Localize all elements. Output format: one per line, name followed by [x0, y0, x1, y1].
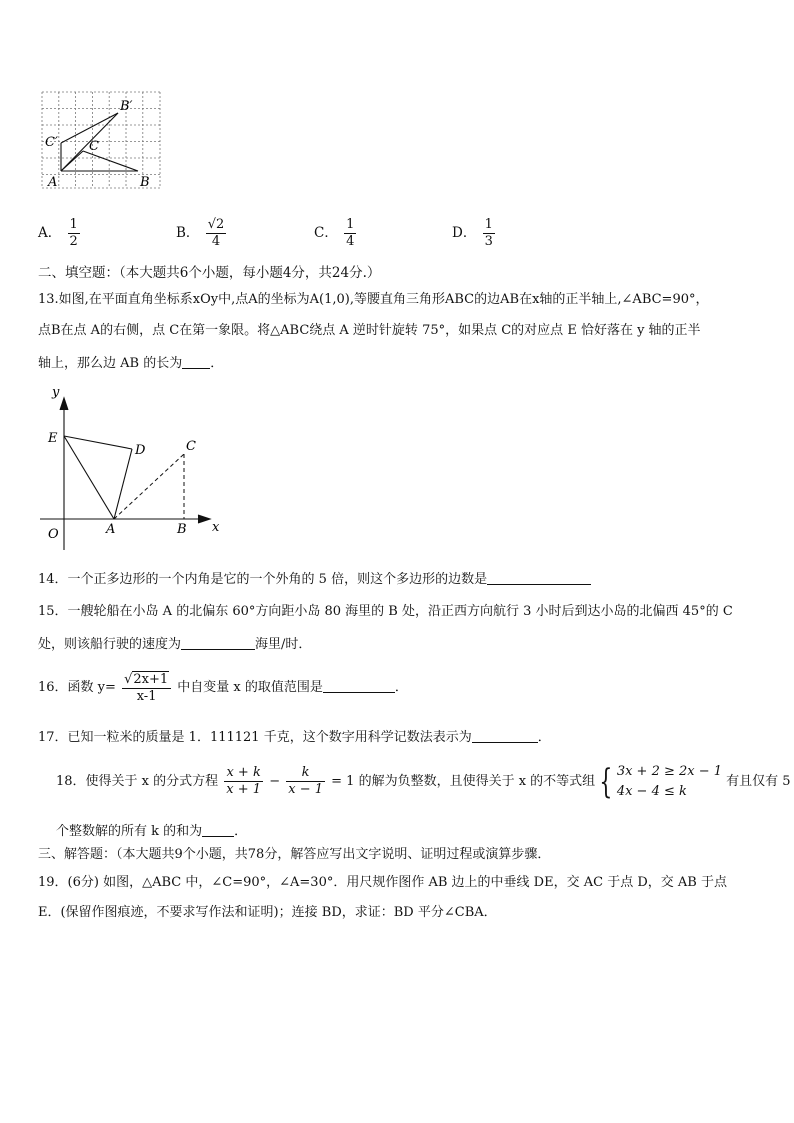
q14: 14．一个正多边形的一个内角是它的一个外角的 5 倍，则这个多边形的边数是	[38, 570, 591, 589]
q12-option-a: A． $\frac{1}{2}$	[38, 217, 78, 249]
q13-line3: 轴上，那么边 AB 的长为 ．	[38, 356, 224, 371]
q18-line1: 18．使得关于 x 的分式方程 $\frac{x + k}{x + 1}$ − $\frac{k}{x - 1}$ = 1 的解为负整数，且使得关于 x 的不等式组 { 3x + 2 ≥ 2x − 1 4x − 4 ≤ k 有且仅有 5	[56, 761, 791, 802]
q13-coordinate-figure	[38, 380, 238, 550]
label-c: C	[89, 139, 99, 154]
q16: 16．函数 y= $\frac{√2x+1}{x-1}$ 中自变量 x 的取值范围是 ．	[38, 671, 408, 704]
label-b-prime: B′	[120, 99, 133, 114]
section3-title: 三、解答题：（本大题共9个小题，共78分，解答应写出文字说明、证明过程或演算步骤．	[38, 847, 551, 862]
q12-option-b: B． $\frac{√2}{4}$	[176, 217, 225, 249]
label-o: O	[48, 527, 59, 542]
label-b: B	[140, 175, 150, 190]
label-a: A	[48, 175, 58, 190]
fraction: $\frac{1}{4}$	[346, 217, 355, 249]
fraction: $\frac{1}{3}$	[484, 217, 493, 249]
q15-line1: 15．一艘轮船在小岛 A 的北偏东 60°方向距小岛 80 海里的 B 处，沿正西方向航行 3 小时后到达小岛的北偏西 45°的 C	[38, 604, 733, 619]
answer-blank	[472, 728, 538, 743]
answer-blank	[487, 570, 591, 585]
label-c-prime: C′	[45, 135, 58, 150]
answer-blank	[181, 635, 255, 650]
section2-title: 二、填空题：（本大题共6个小题，每小题4分，共24分.）	[38, 265, 381, 281]
label-b: B	[177, 522, 187, 537]
label-x: x	[212, 520, 220, 535]
q13-line1: 13.如图,在平面直角坐标系xOy中,点A的坐标为A(1,0),等腰直角三角形ABC的边AB在x轴的正半轴上,∠ABC=90°，	[38, 292, 709, 307]
q12-grid-figure	[38, 88, 164, 192]
fraction: $\frac{x + k}{x + 1}$	[226, 765, 262, 797]
label-a: A	[106, 522, 116, 537]
q18-line2: 个整数解的所有 k 的和为 ．	[56, 824, 248, 839]
answer-blank	[323, 678, 395, 693]
q19-line2: E．(保留作图痕迹，不要求写作法和证明)；连接 BD，求证：BD 平分∠CBA．	[38, 905, 497, 920]
q19-line1: 19．(6分) 如图，△ABC 中，∠C=90°，∠A=30°．用尺规作图作 AB 边上的中垂线 DE，交 AC 于点 D，交 AB 于点	[38, 875, 727, 890]
label-c: C	[186, 439, 196, 454]
label-y: y	[52, 385, 60, 400]
label-d: D	[135, 443, 146, 458]
fraction: $\frac{√2x+1}{x-1}$	[122, 671, 171, 705]
fraction: $\frac{k}{x - 1}$	[288, 765, 323, 797]
fraction: $\frac{1}{2}$	[69, 217, 78, 249]
q15-line2: 处，则该船行驶的速度为 海里/时．	[38, 637, 312, 652]
q13-line2: 点B在点 A的右侧，点 C在第一象限。将△ABC绕点 A 逆时针旋转 75°，如果点 C的对应点 E 恰好落在 y 轴的正半	[38, 323, 701, 338]
answer-blank	[182, 354, 210, 369]
q12-option-d: D． $\frac{1}{3}$	[452, 217, 493, 249]
answer-blank	[202, 822, 234, 837]
fraction: $\frac{√2}{4}$	[207, 217, 225, 249]
label-e: E	[48, 431, 58, 446]
inequality-system: 3x + 2 ≥ 2x − 1 4x − 4 ≤ k	[616, 763, 723, 799]
q17: 17．已知一粒米的质量是 1．111121 千克，这个数字用科学记数法表示为 ．	[38, 730, 551, 745]
q12-option-c: C． $\frac{1}{4}$	[314, 217, 355, 249]
